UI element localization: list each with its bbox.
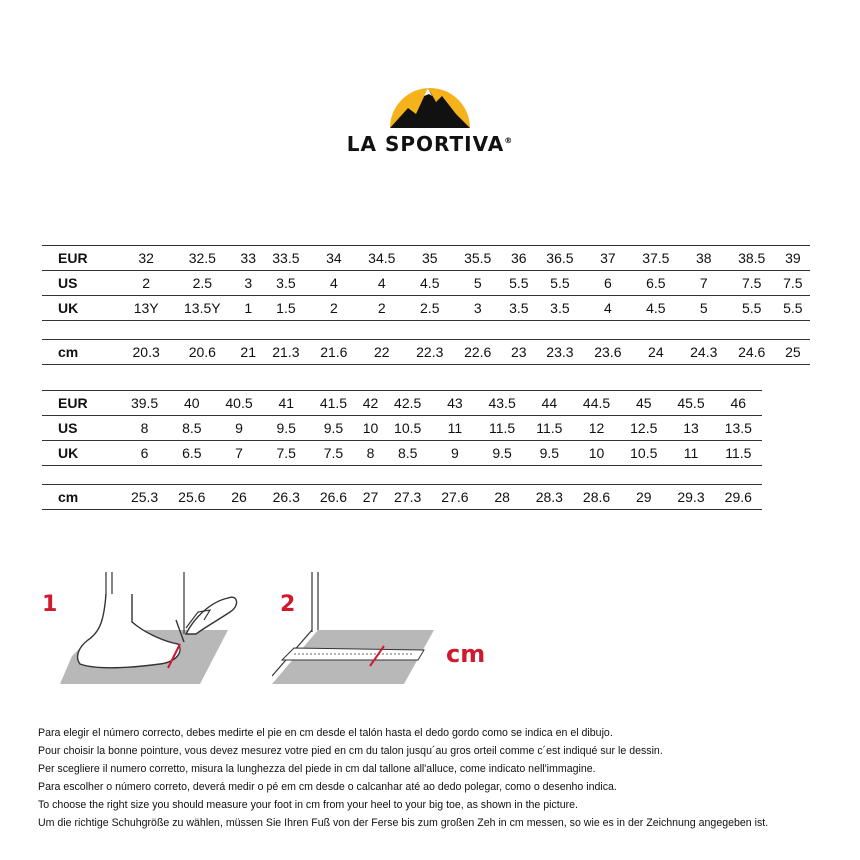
size-cell: 40 <box>168 391 215 416</box>
size-cell: 42 <box>357 391 384 416</box>
size-cell: 5 <box>680 296 728 321</box>
size-cell: 43.5 <box>479 391 526 416</box>
size-cell: 26 <box>215 485 262 510</box>
size-cell: 1.5 <box>262 296 310 321</box>
ruler-measuring-illustration <box>272 572 442 692</box>
size-cell: 28.3 <box>526 485 573 510</box>
size-cell: 5 <box>454 271 502 296</box>
size-cell: 10.5 <box>384 416 431 441</box>
size-cell: 41 <box>263 391 310 416</box>
instruction-fr: Pour choisir la bonne pointure, vous devez mesurez votre pied en cm du talon jusqu´au gros orteil comme c´est indiqué sur le dessin. <box>38 745 663 757</box>
size-cell: 35.5 <box>454 246 502 271</box>
size-cell: 11 <box>667 441 714 466</box>
size-cell: 3.5 <box>262 271 310 296</box>
size-cell: 11.5 <box>715 441 762 466</box>
size-cell: 9.5 <box>479 441 526 466</box>
size-table-1 <box>42 245 810 365</box>
size-cell: 13Y <box>122 296 170 321</box>
size-cell: 8 <box>357 441 384 466</box>
size-cell: 22.3 <box>406 340 454 365</box>
step-one-number: 1 <box>42 592 58 617</box>
size-cell: 6.5 <box>168 441 215 466</box>
instruction-en: To choose the right size you should measure your foot in cm from your heel to your big toe, as shown in the picture. <box>38 799 578 811</box>
size-cell: 32 <box>122 246 170 271</box>
size-cell: 1 <box>235 296 262 321</box>
size-cell: 44 <box>526 391 573 416</box>
size-cell: 6.5 <box>632 271 680 296</box>
size-cell: 39.5 <box>121 391 168 416</box>
size-cell: 39 <box>776 246 810 271</box>
row-label: cm <box>42 485 121 510</box>
size-cell: 28 <box>479 485 526 510</box>
size-cell: 5.5 <box>502 271 536 296</box>
size-cell: 2 <box>310 296 358 321</box>
size-cell: 2.5 <box>170 271 234 296</box>
size-cell: 36.5 <box>536 246 584 271</box>
size-cell: 8.5 <box>168 416 215 441</box>
size-cell: 7 <box>680 271 728 296</box>
size-cell: 11 <box>431 416 478 441</box>
size-cell: 24.3 <box>680 340 728 365</box>
instruction-de: Um die richtige Schuhgröße zu wählen, müssen Sie Ihren Fuß von der Ferse bis zum großen Zeh in cm messen, so wie es in der Zeichnung angegeben ist. <box>38 817 769 829</box>
size-cell: 40.5 <box>215 391 262 416</box>
size-cell: 21.6 <box>310 340 358 365</box>
size-cell: 41.5 <box>310 391 357 416</box>
row-label: cm <box>42 340 122 365</box>
size-cell: 4.5 <box>406 271 454 296</box>
size-cell: 33 <box>235 246 262 271</box>
size-cell: 9 <box>215 416 262 441</box>
size-cell: 35 <box>406 246 454 271</box>
size-cell: 4 <box>584 296 632 321</box>
size-cell: 7.5 <box>776 271 810 296</box>
size-cell: 36 <box>502 246 536 271</box>
size-cell: 11.5 <box>479 416 526 441</box>
size-cell: 22 <box>358 340 406 365</box>
size-cell: 33.5 <box>262 246 310 271</box>
size-cell: 46 <box>715 391 762 416</box>
size-cell: 25 <box>776 340 810 365</box>
size-cell: 3 <box>454 296 502 321</box>
size-cell: 26.3 <box>263 485 310 510</box>
instruction-it: Per scegliere il numero corretto, misura la lunghezza del piede in cm dal tallone all'alluce, come indicato nell'immagine. <box>38 763 596 775</box>
size-cell: 10 <box>357 416 384 441</box>
size-cell: 5.5 <box>776 296 810 321</box>
table-row-us <box>42 271 810 296</box>
size-cell: 45.5 <box>667 391 714 416</box>
size-cell: 43 <box>431 391 478 416</box>
size-cell: 38.5 <box>728 246 776 271</box>
table-row-uk <box>42 441 762 466</box>
size-cell: 37.5 <box>632 246 680 271</box>
size-cell: 7.5 <box>310 441 357 466</box>
size-cell: 11.5 <box>526 416 573 441</box>
size-cell: 26.6 <box>310 485 357 510</box>
size-cell: 13.5 <box>715 416 762 441</box>
size-cell: 23.6 <box>584 340 632 365</box>
size-cell: 34.5 <box>358 246 406 271</box>
size-cell: 21 <box>235 340 262 365</box>
table-spacer <box>42 466 762 485</box>
size-cell: 12.5 <box>620 416 667 441</box>
size-cell: 25.6 <box>168 485 215 510</box>
size-cell: 8 <box>121 416 168 441</box>
foot-measuring-illustration <box>60 572 240 692</box>
size-cell: 32.5 <box>170 246 234 271</box>
row-label: EUR <box>42 391 121 416</box>
table-row-uk <box>42 296 810 321</box>
size-cell: 3.5 <box>502 296 536 321</box>
measuring-instructions <box>38 724 838 832</box>
size-cell: 2 <box>122 271 170 296</box>
size-cell: 13 <box>667 416 714 441</box>
size-cell: 25.3 <box>121 485 168 510</box>
instruction-es: Para elegir el número correcto, debes medirte el pie en cm desde el talón hasta el dedo gordo como se indica en el dibujo. <box>38 727 613 739</box>
size-cell: 42.5 <box>384 391 431 416</box>
size-cell: 22.6 <box>454 340 502 365</box>
row-label: US <box>42 271 122 296</box>
brand-logo <box>340 78 520 158</box>
size-cell: 23 <box>502 340 536 365</box>
size-cell: 38 <box>680 246 728 271</box>
table-row-cm <box>42 485 762 510</box>
size-cell: 29 <box>620 485 667 510</box>
size-cell: 21.3 <box>262 340 310 365</box>
size-cell: 4 <box>310 271 358 296</box>
cm-unit-label: cm <box>446 640 486 668</box>
size-cell: 45 <box>620 391 667 416</box>
table-row-us <box>42 416 762 441</box>
size-cell: 5.5 <box>728 296 776 321</box>
size-cell: 6 <box>121 441 168 466</box>
size-cell: 34 <box>310 246 358 271</box>
row-label: US <box>42 416 121 441</box>
size-cell: 9.5 <box>526 441 573 466</box>
size-cell: 9 <box>431 441 478 466</box>
size-cell: 3.5 <box>536 296 584 321</box>
size-cell: 28.6 <box>573 485 620 510</box>
size-cell: 7.5 <box>728 271 776 296</box>
size-table-2 <box>42 390 762 510</box>
mountain-logo-icon <box>380 78 480 130</box>
table-row-cm <box>42 340 810 365</box>
size-cell: 2 <box>358 296 406 321</box>
size-cell: 4.5 <box>632 296 680 321</box>
size-cell: 24 <box>632 340 680 365</box>
size-cell: 27.3 <box>384 485 431 510</box>
table-row-eur <box>42 391 762 416</box>
size-cell: 10 <box>573 441 620 466</box>
size-cell: 23.3 <box>536 340 584 365</box>
size-cell: 20.3 <box>122 340 170 365</box>
size-cell: 9.5 <box>310 416 357 441</box>
brand-name: LA SPORTIVA® <box>346 132 514 156</box>
size-cell: 29.3 <box>667 485 714 510</box>
size-cell: 29.6 <box>715 485 762 510</box>
size-cell: 7.5 <box>263 441 310 466</box>
size-cell: 10.5 <box>620 441 667 466</box>
row-label: UK <box>42 296 122 321</box>
size-cell: 13.5Y <box>170 296 234 321</box>
instruction-pt: Para escolher o número correto, deverá medir o pé em cm desde o calcanhar até ao dedo polegar, como o desenho indica. <box>38 781 617 793</box>
size-cell: 7 <box>215 441 262 466</box>
table-row-eur <box>42 246 810 271</box>
table-spacer <box>42 321 810 340</box>
size-cell: 6 <box>584 271 632 296</box>
size-cell: 4 <box>358 271 406 296</box>
size-cell: 24.6 <box>728 340 776 365</box>
size-cell: 27.6 <box>431 485 478 510</box>
row-label: UK <box>42 441 121 466</box>
size-cell: 3 <box>235 271 262 296</box>
size-cell: 37 <box>584 246 632 271</box>
size-cell: 20.6 <box>170 340 234 365</box>
size-cell: 44.5 <box>573 391 620 416</box>
row-label: EUR <box>42 246 122 271</box>
size-cell: 12 <box>573 416 620 441</box>
size-cell: 9.5 <box>263 416 310 441</box>
step-two-number: 2 <box>280 592 296 617</box>
size-cell: 27 <box>357 485 384 510</box>
size-cell: 8.5 <box>384 441 431 466</box>
size-cell: 5.5 <box>536 271 584 296</box>
size-cell: 2.5 <box>406 296 454 321</box>
